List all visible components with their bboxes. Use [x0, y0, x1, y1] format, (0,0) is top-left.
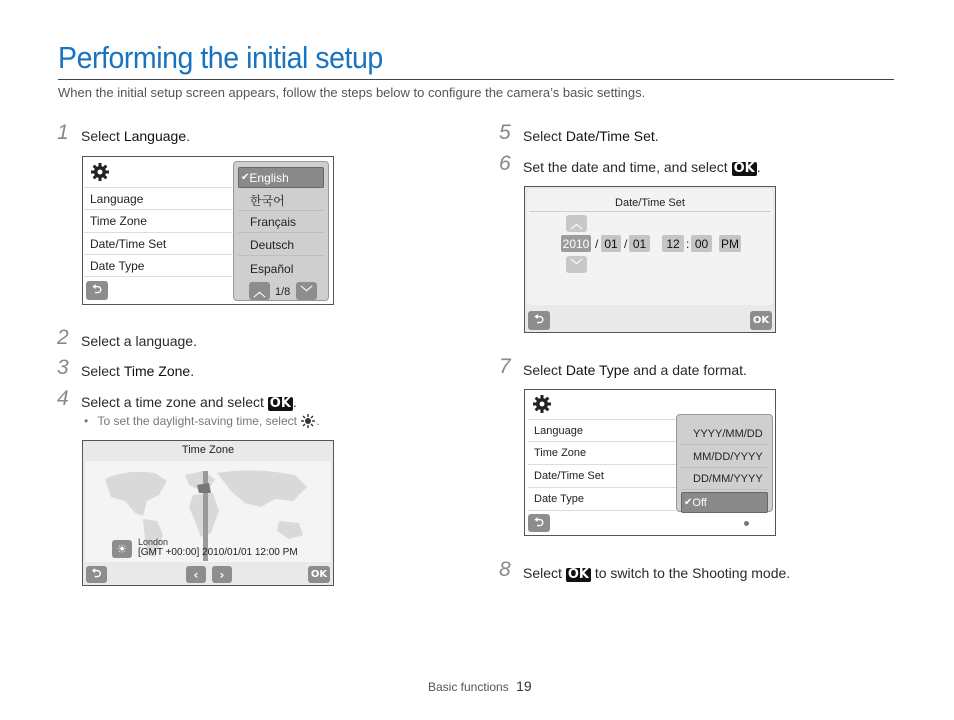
step-4-note: • To set the daylight-saving time, select .: [84, 414, 320, 431]
ok-icon: OK: [567, 567, 589, 582]
back-button[interactable]: [86, 566, 107, 583]
step-5: 5 Select Date/Time Set.: [499, 121, 659, 144]
step-number: 7: [499, 355, 511, 378]
step-1: 1 Select Language.: [57, 121, 190, 144]
chevron-down-icon: ﹀: [570, 258, 583, 272]
daylight-saving-button[interactable]: [112, 540, 132, 558]
scroll-up-button[interactable]: [249, 282, 270, 300]
step-keyword: Date Type: [565, 362, 630, 378]
timezone-datetime: [GMT +00:00] 2010/01/01 12:00 PM: [138, 547, 298, 558]
decrement-button[interactable]: [566, 256, 587, 273]
year-field[interactable]: 2010: [562, 236, 590, 251]
ok-icon: OK: [269, 396, 291, 411]
ok-button[interactable]: OK: [308, 566, 330, 583]
back-icon: ⮌: [91, 566, 102, 580]
chevron-up-icon: ︿: [253, 284, 266, 299]
back-icon: ⮌: [92, 282, 102, 296]
page-dot: [744, 521, 749, 526]
step-number: 6: [499, 152, 511, 175]
step-8: 8 Select OK to switch to the Shooting mode.: [499, 558, 791, 582]
increment-button[interactable]: [566, 215, 587, 232]
step-4: 4 Select a time zone and select OK .: [57, 387, 297, 411]
gear-icon: [532, 394, 552, 419]
language-option-selected[interactable]: ✔ English: [238, 167, 324, 188]
chevron-right-icon: ›: [219, 567, 225, 582]
menu-item-date-time-set[interactable]: Date/Time Set: [84, 233, 232, 255]
gear-icon: [90, 162, 110, 187]
step-6: 6 Set the date and time, and select OK .: [499, 152, 761, 176]
hour-field[interactable]: 12: [662, 235, 684, 252]
step-2: 2 Select a language.: [57, 326, 197, 349]
menu-item-time-zone[interactable]: Time Zone: [84, 210, 232, 233]
language-option[interactable]: Deutsch: [238, 235, 324, 256]
date-format-option[interactable]: MM/DD/YYYY: [681, 447, 768, 468]
page-title: Performing the initial setup: [58, 40, 383, 75]
back-button[interactable]: [528, 311, 550, 330]
step-number: 1: [57, 121, 69, 144]
check-icon: ✔: [684, 497, 693, 508]
page-indicator: 1/8: [275, 286, 291, 298]
step-number: 8: [499, 558, 511, 581]
screen-date-time-set: Date/Time Set ︿ 2010 / 01 / 01 12 : 00 PM ﹀ ⮌ OK: [524, 186, 776, 333]
date-format-option-selected[interactable]: ✔ Off: [681, 492, 768, 513]
date-format-option[interactable]: DD/MM/YYYY: [681, 469, 768, 490]
step-7: 7 Select Date Type and a date format.: [499, 355, 747, 378]
step-keyword: Time Zone: [123, 363, 191, 379]
menu-item-date-type[interactable]: Date Type: [528, 488, 676, 511]
settings-menu: [84, 187, 232, 277]
step-number: 3: [57, 356, 69, 379]
language-option[interactable]: Français: [238, 212, 324, 233]
page-number: 19: [516, 678, 532, 694]
scroll-down-button[interactable]: [296, 282, 317, 300]
next-button[interactable]: [212, 566, 232, 583]
date-format-option[interactable]: YYYY/MM/DD: [681, 424, 768, 445]
previous-button[interactable]: [186, 566, 206, 583]
sun-icon: ☀: [116, 542, 128, 556]
back-icon: ⮌: [534, 514, 544, 529]
step-number: 5: [499, 121, 511, 144]
screen-date-type: [524, 389, 776, 536]
step-number: 4: [57, 387, 69, 410]
footer-section: Basic functions: [428, 680, 509, 694]
language-option[interactable]: Español: [250, 261, 294, 276]
check-icon: ✔: [241, 172, 250, 183]
back-icon: ⮌: [534, 312, 544, 326]
day-field[interactable]: 01: [629, 235, 650, 252]
step-keyword: Date/Time Set: [565, 128, 655, 144]
menu-item-language[interactable]: Language: [528, 419, 676, 442]
screen-language: [82, 156, 334, 305]
menu-item-date-time-set[interactable]: Date/Time Set: [528, 465, 676, 488]
title-rule: [58, 79, 894, 80]
ok-button[interactable]: OK: [750, 311, 772, 330]
menu-item-date-type[interactable]: Date Type: [84, 255, 232, 277]
back-button[interactable]: [528, 514, 550, 532]
menu-item-language[interactable]: Language: [84, 187, 232, 210]
ampm-field[interactable]: PM: [721, 236, 739, 251]
footer: [428, 678, 532, 694]
settings-menu: [528, 419, 676, 511]
minute-field[interactable]: 00: [691, 235, 712, 252]
ok-icon: OK: [733, 161, 755, 176]
language-popup: [233, 161, 329, 301]
step-keyword: Language: [123, 128, 187, 144]
screen-header: Time Zone: [181, 444, 235, 456]
page-subtitle: When the initial setup screen appears, follow the steps below to configure the camera’s basic settings.: [58, 85, 646, 100]
back-button[interactable]: [86, 281, 108, 300]
timezone-city: London: [138, 537, 169, 547]
screen-header: Date/Time Set: [615, 197, 685, 209]
sun-icon: [300, 414, 316, 431]
chevron-down-icon: ﹀: [300, 284, 313, 299]
screen-time-zone: [82, 440, 334, 586]
step-number: 2: [57, 326, 69, 349]
chevron-left-icon: ‹: [193, 567, 199, 582]
step-3: 3 Select Time Zone.: [57, 356, 195, 379]
menu-item-time-zone[interactable]: Time Zone: [528, 442, 676, 465]
language-option[interactable]: 한국어: [238, 190, 324, 211]
month-field[interactable]: 01: [601, 235, 621, 252]
chevron-up-icon: ︿: [570, 217, 583, 231]
date-format-popup: [676, 414, 773, 512]
